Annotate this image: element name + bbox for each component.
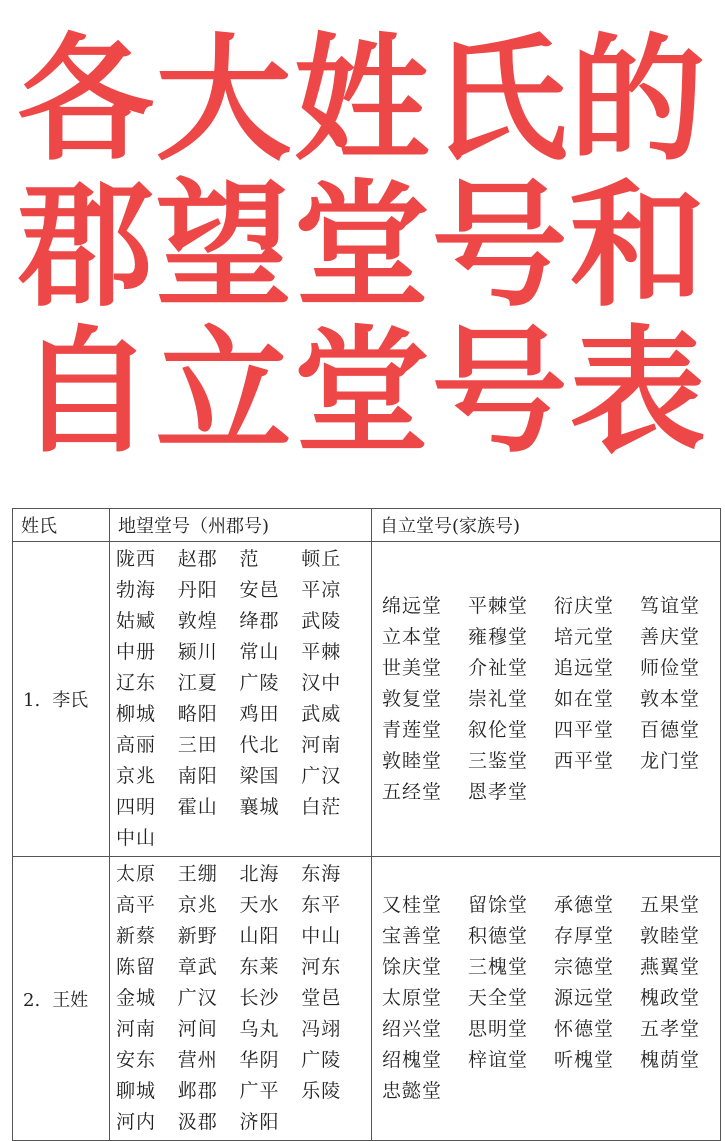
junwang-item: 东平: [301, 894, 342, 916]
junwang-item: 南阳: [177, 765, 218, 787]
zili-item: 太原堂: [382, 987, 443, 1009]
junwang-item: 高平: [116, 894, 157, 916]
zili-item: 三槐堂: [468, 956, 529, 978]
junwang-item: 冯翊: [301, 1018, 342, 1040]
junwang-item: 安东: [116, 1049, 157, 1071]
junwang-cell: [110, 542, 372, 857]
junwang-item: 京兆: [116, 765, 157, 787]
junwang-item: 华阴: [239, 1049, 280, 1071]
junwang-item: 河东: [301, 956, 342, 978]
zili-item: 百德堂: [640, 718, 701, 741]
junwang-item: 略阳: [177, 703, 218, 725]
zili-item: 承德堂: [554, 894, 615, 916]
junwang-item: 营州: [177, 1049, 218, 1071]
junwang-item: 中山: [116, 827, 157, 849]
junwang-item: 汲郡: [177, 1111, 218, 1133]
junwang-item: 广平: [239, 1080, 280, 1102]
zili-item: 衍庆堂: [554, 594, 615, 617]
zili-item: 如在堂: [554, 687, 615, 710]
junwang-item: 颍川: [177, 641, 218, 663]
junwang-item: 京兆: [177, 894, 218, 916]
junwang-item: 金城: [116, 987, 157, 1009]
junwang-item: 鸡田: [239, 703, 280, 725]
zili-item: 绍兴堂: [382, 1018, 443, 1040]
junwang-item: 陈留: [116, 956, 157, 978]
table-header-row: [13, 509, 721, 542]
zili-item: 龙门堂: [640, 749, 701, 772]
surname-table: [12, 508, 721, 1141]
junwang-item: 勃海: [116, 579, 157, 601]
row-number: 1.: [23, 690, 41, 711]
surname-cell: [13, 542, 110, 857]
zili-item: 培元堂: [554, 625, 615, 648]
junwang-item: 赵郡: [177, 548, 218, 570]
junwang-item: 武陵: [301, 610, 342, 632]
junwang-item: 敦煌: [177, 610, 218, 632]
junwang-item: 河内: [116, 1111, 157, 1133]
zili-item: 恩孝堂: [468, 780, 529, 803]
zili-item: 笃谊堂: [640, 594, 701, 617]
junwang-item: 乌丸: [239, 1018, 280, 1040]
zili-item: 平棘堂: [468, 594, 529, 617]
page-title: [0, 22, 725, 472]
junwang-item: 广陵: [239, 672, 280, 694]
junwang-item: 河南: [116, 1018, 157, 1040]
junwang-item: 北海: [239, 863, 280, 885]
header-zili: 自立堂号(家族号): [372, 509, 721, 542]
junwang-item: 中山: [301, 925, 342, 947]
junwang-item: 陇西: [116, 548, 157, 570]
junwang-item: 范: [239, 548, 260, 570]
junwang-item: 王绷: [177, 863, 218, 885]
zili-item: 敦本堂: [640, 687, 701, 710]
junwang-item: 天水: [239, 894, 280, 916]
zili-item: 四平堂: [554, 718, 615, 741]
zili-item: 又桂堂: [382, 894, 443, 916]
table-row: [13, 857, 721, 1141]
zili-item: 燕翼堂: [640, 956, 701, 978]
junwang-item: 广陵: [301, 1049, 342, 1071]
junwang-item: 霍山: [177, 796, 218, 818]
header-junwang: 地望堂号（州郡号): [110, 509, 372, 542]
junwang-item: 平凉: [301, 579, 342, 601]
junwang-cell: [110, 857, 372, 1141]
zili-item: 崇礼堂: [468, 687, 529, 710]
zili-item: 敦睦堂: [640, 925, 701, 947]
junwang-item: 长沙: [239, 987, 280, 1009]
zili-item: 积德堂: [468, 925, 529, 947]
junwang-item: 东海: [301, 863, 342, 885]
zili-item: 存厚堂: [554, 925, 615, 947]
junwang-item: 广汉: [301, 765, 342, 787]
junwang-item: 梁国: [239, 765, 280, 787]
header-surname: 姓氏: [13, 509, 110, 542]
title-line-2: 郡望堂号和: [17, 168, 708, 326]
junwang-item: 聊城: [116, 1080, 157, 1102]
zili-item: 追远堂: [554, 656, 615, 679]
zili-item: 留馀堂: [468, 894, 529, 916]
junwang-item: 东莱: [239, 956, 280, 978]
junwang-item: 太原: [116, 863, 157, 885]
zili-cell: [372, 542, 721, 857]
junwang-item: 江夏: [177, 672, 218, 694]
junwang-item: 乐陵: [301, 1080, 342, 1102]
junwang-item: 章武: [177, 956, 218, 978]
junwang-item: 广汉: [177, 987, 218, 1009]
junwang-item: 堂邑: [301, 987, 342, 1009]
junwang-item: 丹阳: [177, 579, 218, 601]
row-number: 2.: [23, 989, 41, 1011]
zili-item: 绵远堂: [382, 594, 443, 617]
zili-item: 源远堂: [554, 987, 615, 1009]
zili-item: 师俭堂: [640, 656, 701, 679]
junwang-item: 辽东: [116, 672, 157, 694]
junwang-item: 白茫: [301, 796, 342, 818]
junwang-item: 河间: [177, 1018, 218, 1040]
zili-item: 青莲堂: [382, 718, 443, 741]
junwang-item: 安邑: [239, 579, 280, 601]
zili-item: 怀德堂: [554, 1018, 615, 1040]
junwang-item: 代北: [239, 734, 280, 756]
junwang-item: 常山: [239, 641, 280, 663]
table-row: [13, 542, 721, 857]
zili-cell: [372, 857, 721, 1141]
zili-item: 三鉴堂: [468, 749, 529, 772]
zili-item: 敦复堂: [382, 687, 443, 710]
junwang-item: 河南: [301, 734, 342, 756]
junwang-item: 襄城: [239, 796, 280, 818]
junwang-item: 平棘: [301, 641, 342, 663]
junwang-item: 柳城: [116, 703, 157, 725]
zili-item: 槐政堂: [640, 987, 701, 1009]
junwang-item: 武威: [301, 703, 342, 725]
surname-cell: [13, 857, 110, 1141]
junwang-item: 姑臧: [116, 610, 157, 632]
surname-name: 李氏: [52, 690, 89, 711]
junwang-item: 新蔡: [116, 925, 157, 947]
title-line-1: 各大姓氏的: [17, 22, 708, 180]
zili-item: 五经堂: [382, 780, 443, 803]
junwang-item: 新野: [177, 925, 218, 947]
zili-item: 叙伦堂: [468, 718, 529, 741]
zili-item: 天全堂: [468, 987, 529, 1009]
zili-item: 绍槐堂: [382, 1049, 443, 1071]
zili-item: 五果堂: [640, 894, 701, 916]
zili-item: 世美堂: [382, 656, 443, 679]
zili-item: 宝善堂: [382, 925, 443, 947]
zili-item: 宗德堂: [554, 956, 615, 978]
zili-item: 雍穆堂: [468, 625, 529, 648]
junwang-item: 高丽: [116, 734, 157, 756]
zili-item: 梓谊堂: [468, 1049, 529, 1071]
junwang-item: 汉中: [301, 672, 342, 694]
zili-item: 西平堂: [554, 749, 615, 772]
junwang-item: 三田: [177, 734, 218, 756]
zili-item: 介祉堂: [468, 656, 529, 679]
junwang-item: 顿丘: [301, 548, 342, 570]
zili-item: 忠懿堂: [382, 1080, 443, 1102]
zili-item: 听槐堂: [554, 1049, 615, 1071]
zili-item: 立本堂: [382, 625, 443, 648]
zili-item: 敦睦堂: [382, 749, 443, 772]
junwang-item: 山阳: [239, 925, 280, 947]
zili-item: 思明堂: [468, 1018, 529, 1040]
junwang-item: 绛郡: [239, 610, 280, 632]
zili-item: 五孝堂: [640, 1018, 701, 1040]
junwang-item: 中册: [116, 641, 157, 663]
junwang-item: 四明: [116, 796, 157, 818]
zili-item: 槐荫堂: [640, 1049, 701, 1071]
zili-item: 馀庆堂: [382, 956, 443, 978]
junwang-item: 邺郡: [177, 1080, 218, 1102]
zili-item: 善庆堂: [640, 625, 701, 648]
surname-name: 王姓: [52, 989, 89, 1011]
junwang-item: 济阳: [239, 1111, 280, 1133]
title-line-3: 自立堂号表: [17, 314, 708, 472]
